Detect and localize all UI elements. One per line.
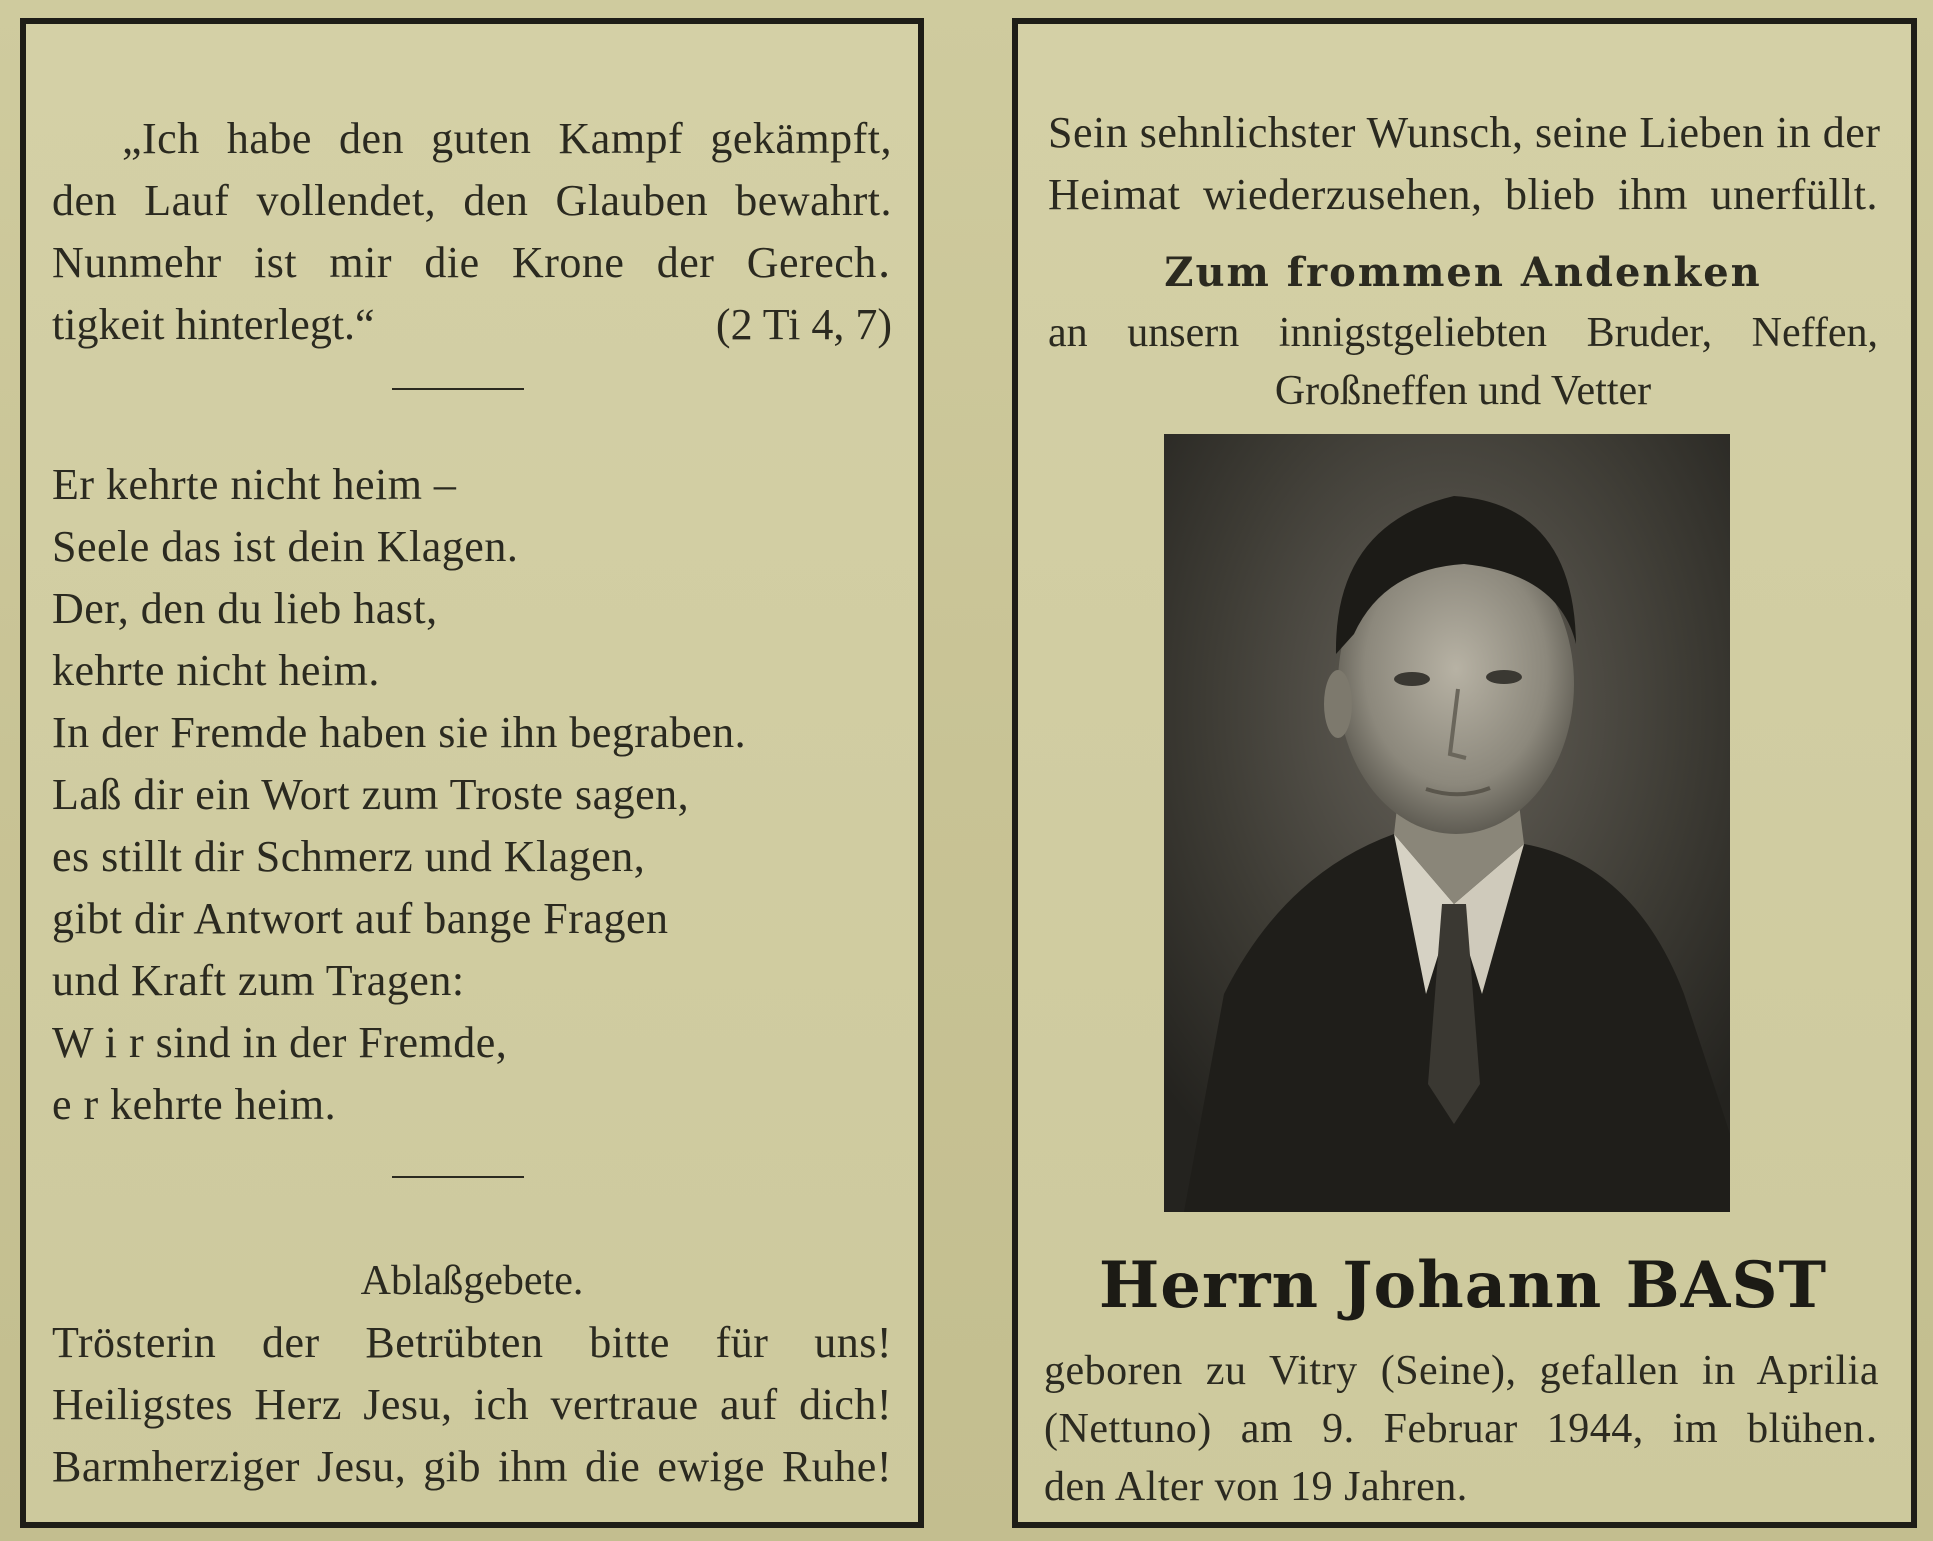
wish-line: Heimat wiederzusehen, blieb ihm unerfüllt. xyxy=(1048,170,1878,219)
quote-last-row xyxy=(52,294,892,356)
poem-line: Laß dir ein Wort zum Troste sagen, xyxy=(52,770,690,819)
poem-line: W i r sind in der Fremde, xyxy=(52,1018,508,1067)
prayer-line: Barmherziger Jesu, gib ihm die ewige Ruhe! xyxy=(52,1442,892,1491)
bible-quote xyxy=(52,108,892,356)
prayer-line: Trösterin der Betrübten bitte für uns! xyxy=(52,1318,892,1367)
quote-line-3: Nunmehr ist mir die Krone der Gerech․ xyxy=(52,238,892,287)
poem xyxy=(52,454,892,1136)
life-details xyxy=(1044,1342,1879,1516)
details-line: geboren zu Vitry (Seine), gefallen in Aprilia xyxy=(1044,1348,1879,1394)
remembrance-heading xyxy=(1048,242,1878,420)
poem-line: In der Fremde haben sie ihn begraben. xyxy=(52,708,747,757)
andenken-line: an unsern innigstgeliebten Bruder, Neffen, xyxy=(1048,310,1878,356)
deceased-name: Herrn Johann BAST xyxy=(1098,1248,1828,1323)
andenken-line: Großneffen und Vetter xyxy=(1274,368,1652,414)
poem-line: e r kehrte heim. xyxy=(52,1080,337,1129)
portrait-image xyxy=(1164,434,1730,1212)
divider-rule xyxy=(392,388,524,390)
details-line: den Alter von 19 Jahren. xyxy=(1044,1464,1468,1510)
left-card xyxy=(20,18,924,1528)
poem-line: es stillt dir Schmerz und Klagen, xyxy=(52,832,646,881)
quote-line-4: tigkeit hinterlegt.“ xyxy=(52,300,375,349)
poem-line: Der, den du lieb hast, xyxy=(52,584,438,633)
wish-line: Sein sehnlichster Wunsch, seine Lieben in der xyxy=(1048,108,1881,157)
quote-reference: (2 Ti 4, 7) xyxy=(715,300,892,349)
portrait-photo xyxy=(1164,434,1730,1212)
andenken-title: Zum frommen Andenken xyxy=(1164,249,1762,296)
poem-line: Seele das ist dein Klagen. xyxy=(52,522,519,571)
prayers-title: Ablaßgebete. xyxy=(360,1258,584,1304)
poem-line: kehrte nicht heim. xyxy=(52,646,380,695)
right-card xyxy=(1012,18,1917,1528)
quote-line-2: den Lauf vollendet, den Glauben bewahrt. xyxy=(52,176,892,225)
quote-line-1: „Ich habe den guten Kampf gekämpft, xyxy=(122,114,892,163)
indulgence-prayers xyxy=(52,1250,892,1498)
prayer-line: Heiligstes Herz Jesu, ich vertraue auf dich! xyxy=(52,1380,892,1429)
details-line: (Nettuno) am 9. Februar 1944, im blühen․ xyxy=(1044,1406,1879,1452)
poem-line: Er kehrte nicht heim – xyxy=(52,460,457,509)
wish-text xyxy=(1048,102,1881,226)
poem-line: und Kraft zum Tragen: xyxy=(52,956,465,1005)
divider-rule xyxy=(392,1176,524,1178)
poem-line: gibt dir Antwort auf bange Fragen xyxy=(52,894,669,943)
